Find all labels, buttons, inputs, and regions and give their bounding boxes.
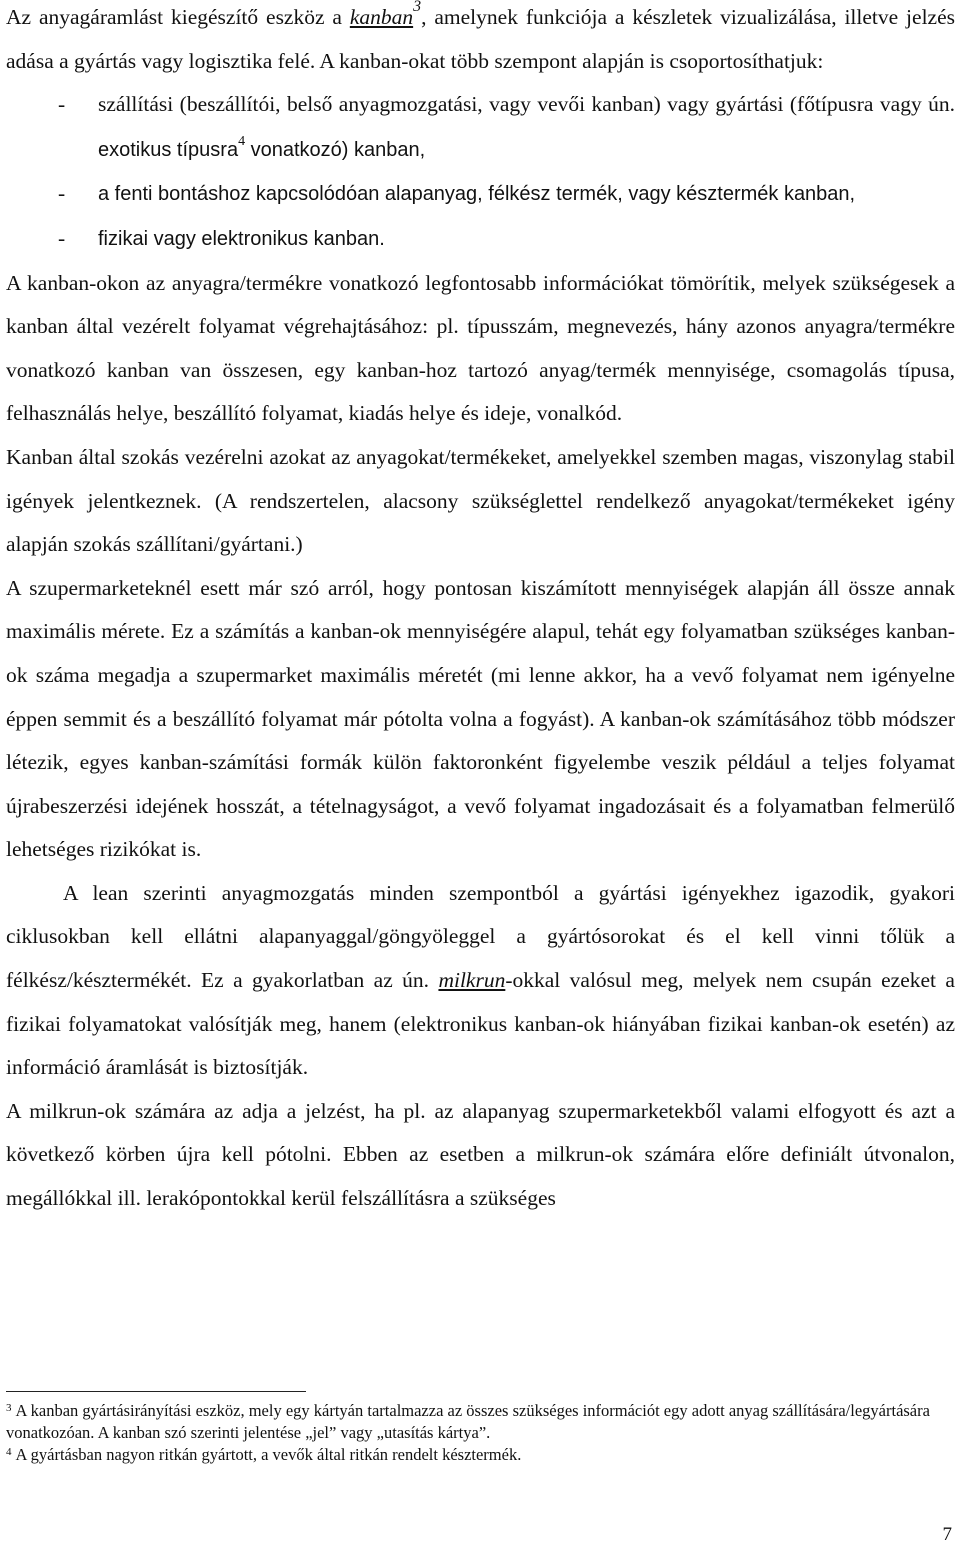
- paragraph-supermarket: A szupermarketeknél esett már szó arról, hogy pontosan kiszámított mennyiségek alapján áll össze annak maximális mérete. Ez a számítás a kanban-ok mennyiségére alapul, tehát egy folyamatban szükséges kanban-ok száma megadja a szupermarket maximális méretét (mi lenne akkor, ha a vevő folyamat nem igényelne éppen semmit és a beszállító folyamat már pótolta volna a fogyást). A kanban-ok számításához több módszer létezik, egyes kanban-számítási formák külön faktoronként figyelembe veszik például a teljes folyamat újrabeszerzési idejének hosszát, a tételnagyságot, a vevő folyamat ingadozásait és a folyamatban felmerülő lehetséges rizikókat is.: [6, 575, 955, 862]
- paragraph-milkrun-signal: A milkrun-ok számára az adja a jelzést, ha pl. az alapanyag szupermarketekből valami elfogyott és azt a következő körben újra kell pótolni. Ebben az esetben a milkrun-ok számára előre definiált útvonalon, megállókkal ill. lerakópontokkal kerül felszállításra a szükséges: [6, 1098, 955, 1211]
- page-number: 7: [942, 1524, 952, 1545]
- footnote-separator: [6, 1391, 306, 1392]
- footnotes: [6, 1400, 955, 1466]
- footnote-number: 3: [6, 1402, 12, 1414]
- kanban-classification-list: [6, 83, 955, 261]
- footnote-ref-4[interactable]: 4: [238, 133, 246, 149]
- list-dash: -: [58, 181, 66, 206]
- list-item: - szállítási (beszállítói, belső anyagmozgatási, vagy vevői kanban) vagy gyártási (főtípusra vagy ún. exotikus típusra$^4$ vonatkozó) kanban,: [6, 83, 955, 172]
- document-page: [6, 0, 955, 1221]
- list-item: - a fenti bontáshoz kapcsolódóan alapanyag, félkész termék, vagy késztermék kanban,: [6, 172, 955, 217]
- paragraph-lean-material-flow: A lean szerinti anyagmozgatás minden szempontból a gyártási igényekhez igazodik, gyakori ciklusokban kell ellátni alapanyaggal/göngyöleggel a gyártósorokat és el kell vinni tőlük a félkész/késztermékét. Ez a gyakorlatban az ún. milkrun-okkal valósul meg, melyek nem csupán ezeket a fizikai folyamatokat valósítják meg, hanem (elektronikus kanban-ok hiányában fizikai kanban-ok esetén) az információ áramlását is biztosítják.: [6, 880, 955, 1080]
- milkrun-term: milkrun: [438, 968, 506, 993]
- paragraph-kanban-intro: Az anyagáramlást kiegészítő eszköz a kanban$^3$, amelynek funkciója a készletek vizualizálása, illetve jelzés adása a gyártás vagy logisztika felé. A kanban-okat több szempont alapján is csoportosíthatjuk:: [6, 0, 956, 73]
- list-item: - fizikai vagy elektronikus kanban.: [6, 217, 955, 262]
- list-dash: -: [58, 225, 66, 250]
- kanban-term: kanban: [349, 5, 414, 29]
- footnote-number: 4: [6, 1446, 12, 1458]
- list-dash: -: [58, 92, 66, 117]
- footnote-ref-3[interactable]: 3: [413, 0, 422, 15]
- paragraph-kanban-usage: Kanban által szokás vezérelni azokat az anyagokat/termékeket, amelyekkel szemben magas, viszonylag stabil igények jelentkeznek. (A rendszertelen, alacsony szükséglettel rendelkező anyagokat/termékeket igény alapján szokás szállítani/gyártani.): [6, 444, 955, 557]
- paragraph-kanban-info: A kanban-okon az anyagra/termékre vonatkozó legfontosabb információkat tömörítik, melyek szükségesek a kanban által vezérelt folyamat végrehajtásához: pl. típusszám, megnevezés, hány azonos anyagra/termékre vonatkozó kanban van összesen, egy kanban-hoz tartozó anyag/termék mennyisége, csomagolás típusa, felhasználás helye, beszállító folyamat, kiadás helye és ideje, vonalkód.: [6, 270, 955, 426]
- footnote-4: $^4$ A gyártásban nagyon ritkán gyártott, a vevők által ritkán rendelt késztermék.: [6, 1445, 522, 1464]
- footnote-3: $^3$ A kanban gyártásirányítási eszköz, mely egy kártyán tartalmazza az összes szükséges információt egy adott anyag szállítására/legyártására vonatkozóan. A kanban szó szerinti jelentése „jel” vagy „utasítás kártya”.: [6, 1401, 930, 1442]
